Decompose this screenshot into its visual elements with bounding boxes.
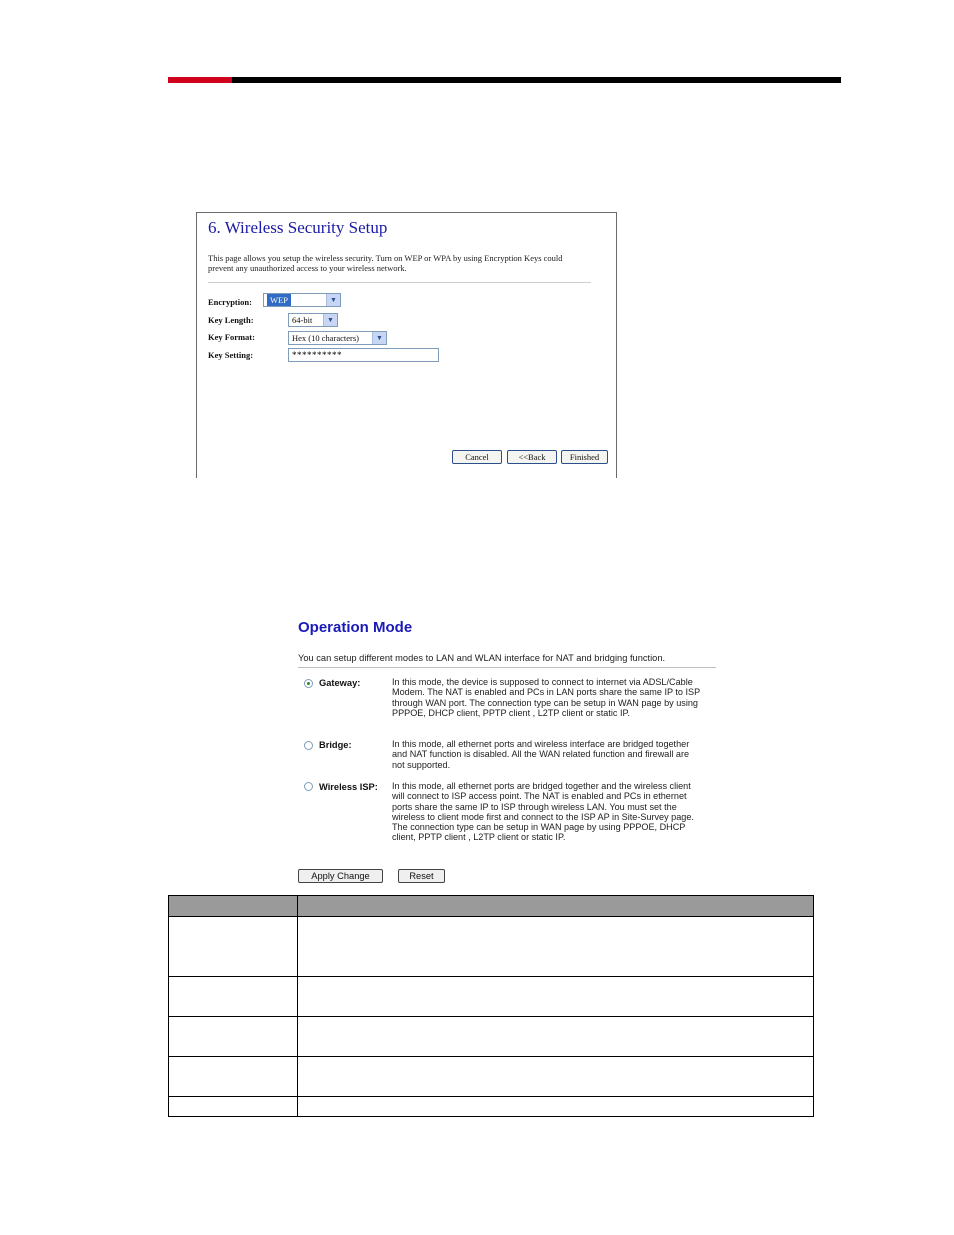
key-format-value: Hex (10 characters) <box>292 333 360 343</box>
table-header-cell <box>169 896 298 917</box>
encryption-label: Encryption: <box>208 297 252 307</box>
gateway-radio[interactable] <box>304 679 313 688</box>
key-setting-label: Key Setting: <box>208 350 254 360</box>
key-length-select[interactable] <box>288 313 338 327</box>
table-header-cell <box>298 896 814 917</box>
divider <box>298 667 716 668</box>
table-row <box>169 1057 814 1097</box>
table-row <box>169 1017 814 1057</box>
table-cell <box>169 977 298 1017</box>
chevron-down-icon: ▼ <box>326 294 340 306</box>
key-length-value: 64-bit <box>292 315 313 325</box>
header-rule-black <box>232 77 841 83</box>
encryption-select[interactable] <box>263 293 341 307</box>
bridge-radio[interactable] <box>304 741 313 750</box>
description-table <box>168 895 814 1117</box>
wireless-isp-label: Wireless ISP: <box>319 782 378 792</box>
table-row <box>169 977 814 1017</box>
wireless-isp-description: In this mode, all ethernet ports are bridged together and the wireless client will connect to ISP access point. The NAT is enabled and PCs in ethernet ports share the same IP to ISP through wireless LAN. You must set the wireless to client mode first and connect to the ISP AP in Site-Survey page. The connection type can be setup in WAN page by using PPPOE, DHCP client, PPTP client , L2TP client or static IP. <box>392 781 694 843</box>
table-cell <box>169 917 298 977</box>
wireless-security-panel <box>196 212 617 478</box>
divider <box>208 282 591 283</box>
table-cell <box>169 1017 298 1057</box>
gateway-label: Gateway: <box>319 678 361 688</box>
table-cell <box>169 1097 298 1117</box>
operation-mode-description: You can setup different modes to LAN and WLAN interface for NAT and bridging function. <box>298 653 666 663</box>
operation-mode-title: Operation Mode <box>298 619 413 636</box>
gateway-description: In this mode, the device is supposed to connect to internet via ADSL/Cable Modem. The NAT is enabled and PCs in LAN ports share the same IP to ISP through WAN port. The connection type can be setup in WAN page by using PPPOE, DHCP client, PPTP client , L2TP client or static IP. <box>392 677 701 718</box>
apply-change-button[interactable]: Apply Change <box>298 869 383 883</box>
table-row <box>169 1097 814 1117</box>
table-cell <box>169 1057 298 1097</box>
table-cell <box>298 1057 814 1097</box>
page-title: 6. Wireless Security Setup <box>208 218 388 237</box>
key-format-label: Key Format: <box>208 332 255 342</box>
table-row <box>169 917 814 977</box>
chevron-down-icon: ▼ <box>372 332 386 344</box>
encryption-value: WEP <box>267 294 291 306</box>
back-button[interactable]: <<Back <box>507 450 557 464</box>
table-cell <box>298 977 814 1017</box>
cancel-button[interactable]: Cancel <box>452 450 502 464</box>
table-cell <box>298 1017 814 1057</box>
wireless-isp-radio[interactable] <box>304 782 313 791</box>
reset-button[interactable]: Reset <box>398 869 445 883</box>
bridge-label: Bridge: <box>319 740 352 750</box>
chevron-down-icon: ▼ <box>323 314 337 326</box>
table-header-row <box>169 896 814 917</box>
key-format-select[interactable] <box>288 331 387 345</box>
table-cell <box>298 1097 814 1117</box>
header-rule-red <box>168 77 232 83</box>
table-cell <box>298 917 814 977</box>
bridge-description: In this mode, all ethernet ports and wireless interface are bridged together and NAT function is disabled. All the WAN related function and firewall are not supported. <box>392 739 690 770</box>
key-length-label: Key Length: <box>208 315 254 325</box>
finished-button[interactable]: Finished <box>561 450 608 464</box>
page-description: This page allows you setup the wireless security. Turn on WEP or WPA by using Encryption Keys could prevent any unauthorized access to your wireless network. <box>208 253 563 273</box>
key-setting-input[interactable]: ********** <box>288 348 439 362</box>
